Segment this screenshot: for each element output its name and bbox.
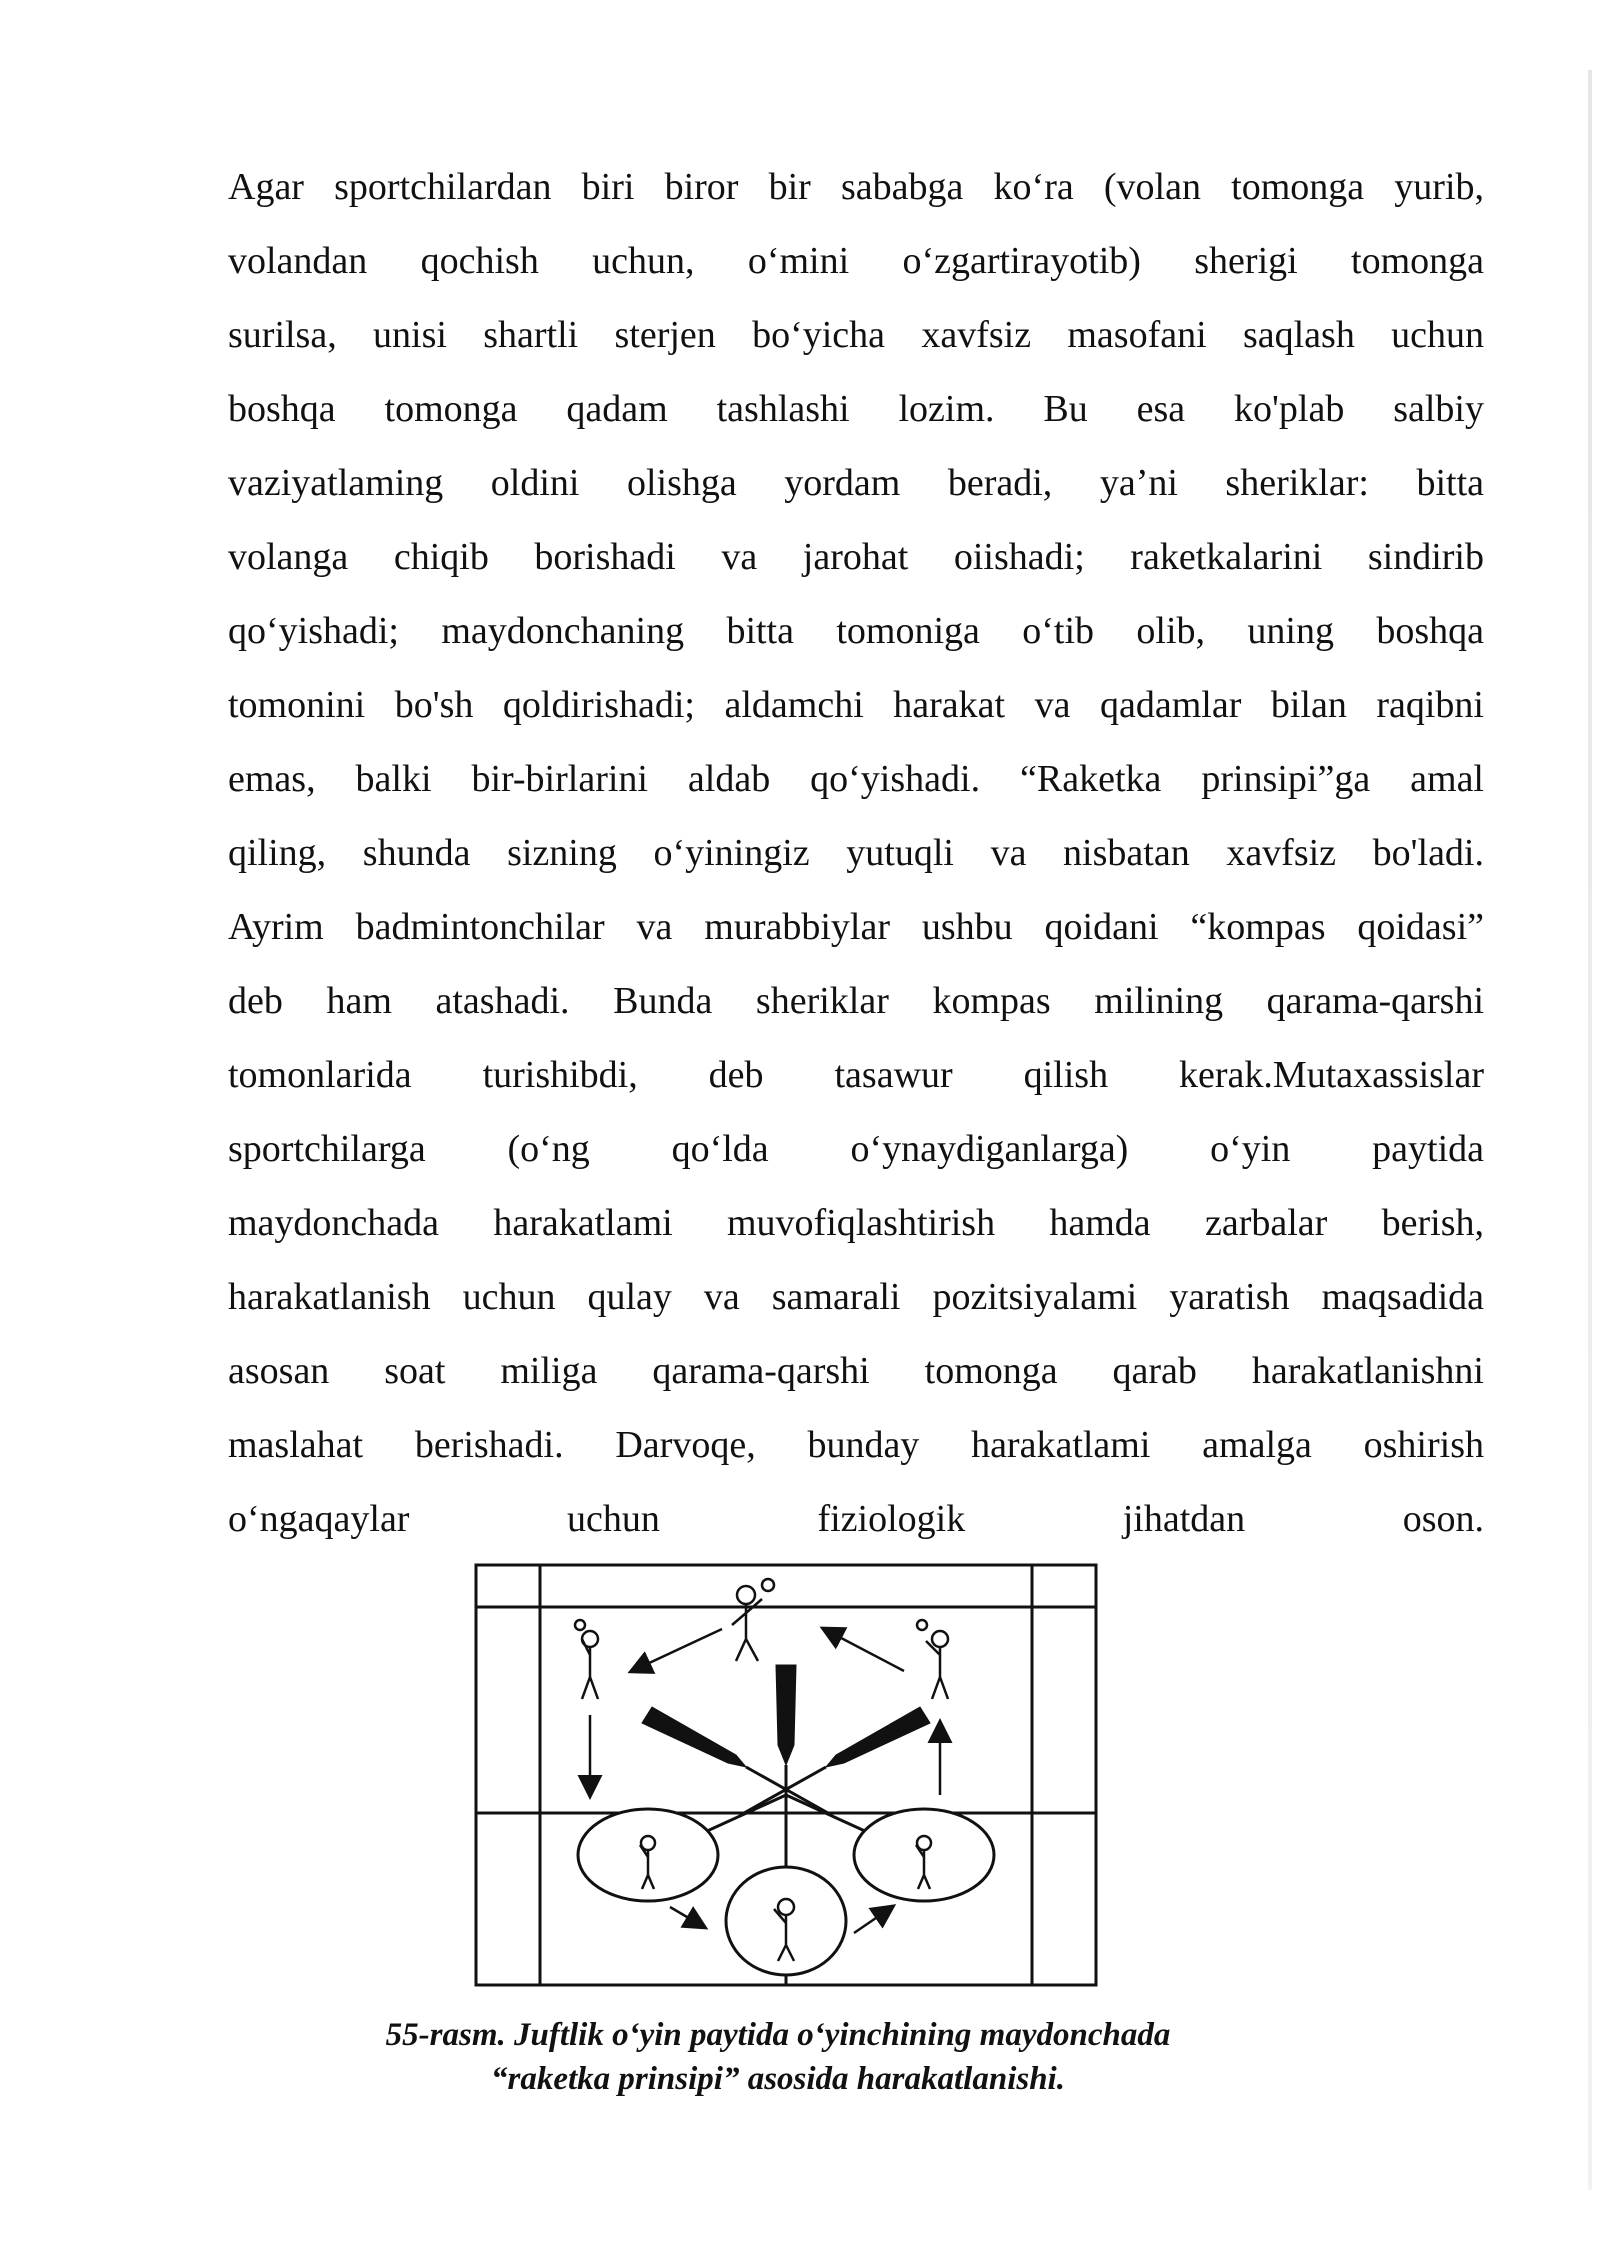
text-line: sportchilarga (o‘ng qo‘lda o‘ynaydiganlarga) o‘yin paytida	[228, 1128, 1484, 1170]
caption-text-1: Juftlik o‘yin paytida o‘yinchining maydonchada	[513, 2017, 1171, 2053]
racket-handle-top	[776, 1665, 796, 1765]
text-line: vaziyatlaming oldini olishga yordam beradi, ya’ni sheriklar: bitta	[228, 462, 1484, 504]
arrow-bottom-to-right	[854, 1907, 892, 1933]
text-line: emas, balki bir-birlarini aldab qo‘yishadi. “Raketka prinsipi”ga amal	[228, 758, 1484, 800]
body-paragraph	[228, 150, 1484, 1556]
text-line: qo‘yishadi; maydonchaning bitta tomoniga o‘tib olib, uning boshqa	[228, 610, 1484, 652]
text-line: tomonlarida turishibdi, deb tasawur qilish kerak.Mutaxassislar	[228, 1054, 1484, 1096]
text-line: Ayrim badmintonchilar va murabbiylar ushbu qoidani “kompas qoidasi”	[228, 906, 1484, 948]
figure-caption	[228, 2013, 1328, 2101]
text-line: volandan qochish uchun, o‘mini o‘zgartirayotib) sherigi tomonga	[228, 240, 1484, 282]
figure-55	[228, 1555, 1484, 2155]
text-line: o‘ngaqaylar uchun fiziologik jihatdan oson.	[228, 1498, 1484, 1540]
text-line: volanga chiqib borishadi va jarohat oiishadi; raketkalarini sindirib	[228, 536, 1484, 578]
text-line: Agar sportchilardan biri biror bir sababga ko‘ra (volan tomonga yurib,	[228, 166, 1484, 208]
caption-number: 55-rasm.	[385, 2017, 506, 2053]
text-line: surilsa, unisi shartli sterjen bo‘yicha xavfsiz masofani saqlash uchun	[228, 314, 1484, 356]
arrow-right-to-top	[824, 1629, 904, 1671]
caption-line-2: “raketka prinsipi” asosida harakatlanishi.	[491, 2061, 1065, 2097]
text-line: asosan soat miliga qarama-qarshi tomonga qarab harakatlanishni	[228, 1350, 1484, 1392]
text-line: harakatlanish uchun qulay va samarali pozitsiyalami yaratish maqsadida	[228, 1276, 1484, 1318]
text-line: boshqa tomonga qadam tashlashi lozim. Bu esa ko'plab salbiy	[228, 388, 1484, 430]
text-line: maslahat berishadi. Darvoqe, bunday harakatlami amalga oshirish	[228, 1424, 1484, 1466]
racket-handle-left	[642, 1707, 746, 1767]
arrow-top-to-left	[632, 1629, 722, 1671]
text-line: qiling, shunda sizning o‘yiningiz yutuqli va nisbatan xavfsiz bo'ladi.	[228, 832, 1484, 874]
player-top	[732, 1579, 774, 1661]
text-line: maydonchada harakatlami muvofiqlashtirish hamda zarbalar berish,	[228, 1202, 1484, 1244]
text-line: tomonini bo'sh qoldirishadi; aldamchi harakat va qadamlar bilan raqibni	[228, 684, 1484, 726]
scan-edge-shadow	[1588, 70, 1592, 2190]
caption-line-1	[228, 2013, 1328, 2057]
player-left	[575, 1620, 598, 1699]
text-line: deb ham atashadi. Bunda sheriklar kompas milining qarama-qarshi	[228, 980, 1484, 1022]
racket-handle-right	[826, 1707, 930, 1767]
court-diagram	[228, 1555, 1484, 1995]
player-right	[917, 1620, 948, 1699]
arrow-left-to-bottom	[670, 1907, 704, 1927]
